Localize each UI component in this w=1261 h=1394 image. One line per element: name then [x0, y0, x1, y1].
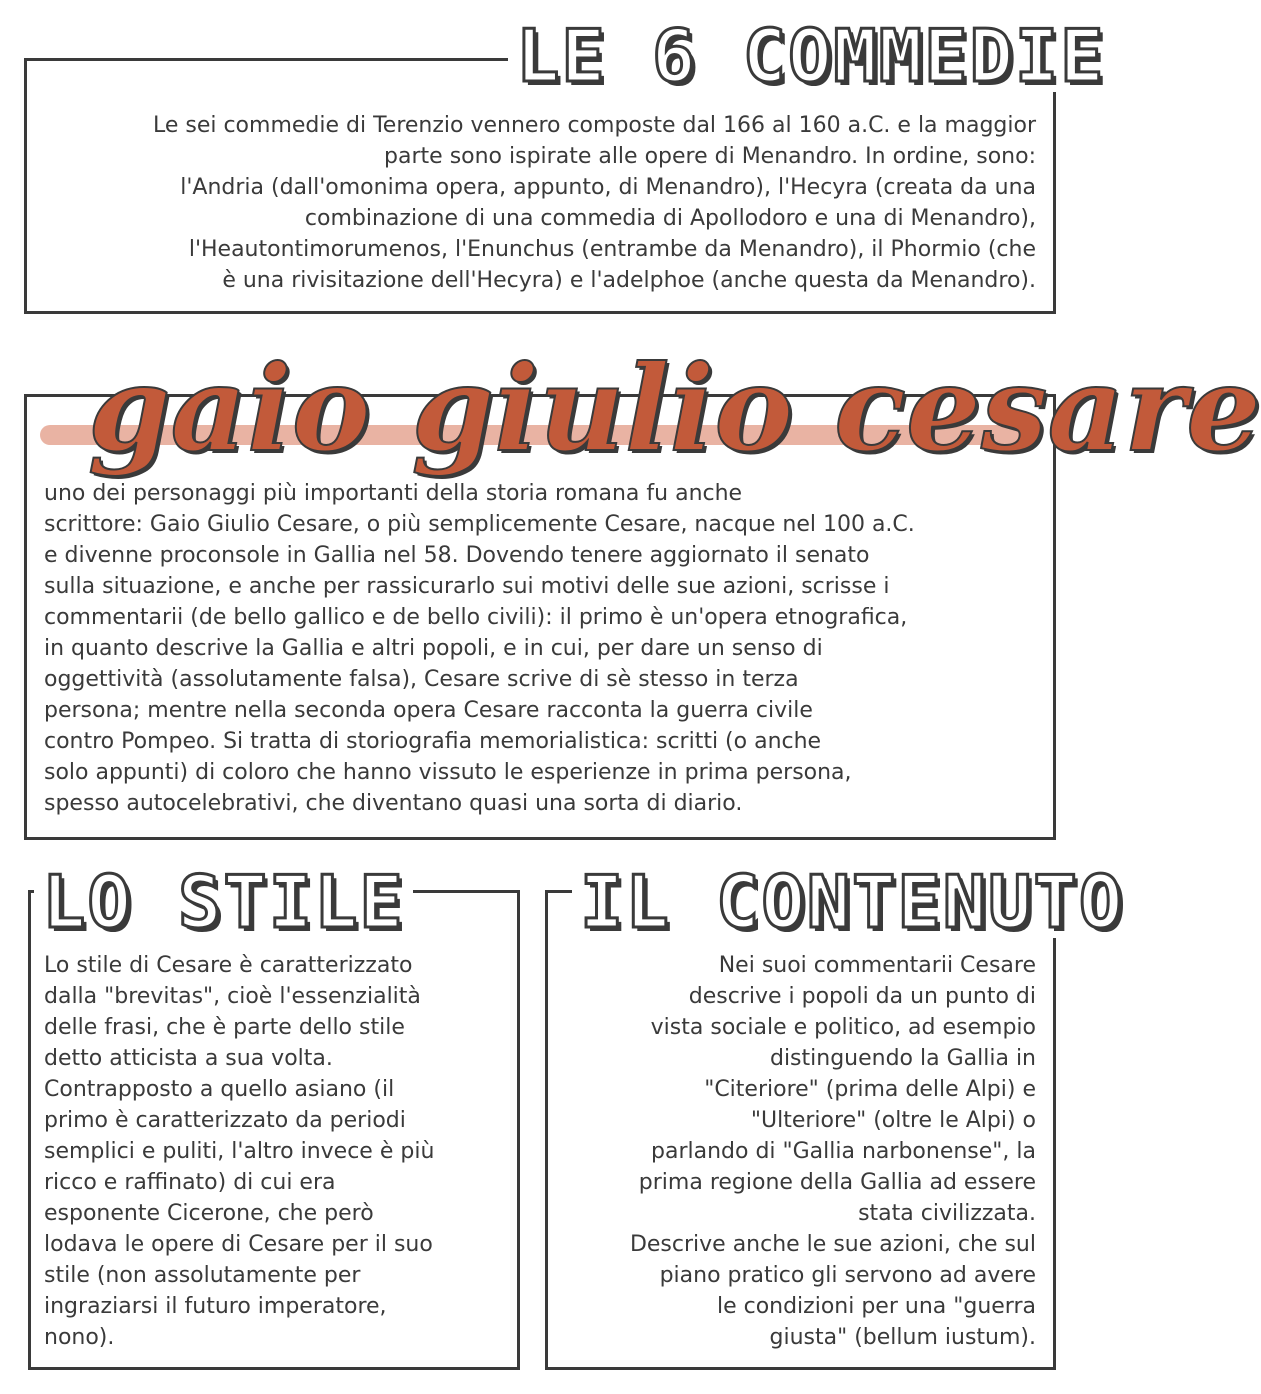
- contenuto-line: le condizioni per una "guerra: [716, 1294, 1036, 1319]
- commedie-line: l'Andria (dall'omonima opera, appunto, di Menandro), l'Hecyra (creata da una: [180, 175, 1036, 200]
- cesare-line: uno dei personaggi più importanti della storia romana fu anche: [44, 481, 743, 506]
- cesare-title: gaio giulio cesare: [88, 339, 1261, 478]
- stile-line: Contrapposto a quello asiano (il: [44, 1077, 395, 1102]
- contenuto-line: "Citeriore" (prima delle Alpi) e: [704, 1077, 1036, 1102]
- stile-line: semplici e puliti, l'altro invece è più: [44, 1139, 435, 1164]
- commedie-text: [40, 110, 1036, 296]
- stile-line: ricco e raffinato) di cui era: [44, 1170, 336, 1195]
- contenuto-text: [560, 950, 1036, 1353]
- contenuto-line: "Ulteriore" (oltre le Alpi) o: [750, 1108, 1036, 1133]
- cesare-line: oggettività (assolutamente falsa), Cesare scrive di sè stesso in terza: [44, 667, 799, 692]
- stile-title: LO STILE: [34, 866, 413, 938]
- cesare-line: contro Pompeo. Si tratta di storiografia memorialistica: scritti (o anche: [44, 729, 822, 754]
- stile-line: detto atticista a sua volta.: [44, 1046, 333, 1071]
- stile-text: [44, 950, 512, 1353]
- contenuto-line: parlando di "Gallia narbonense", la: [651, 1139, 1036, 1164]
- commedie-line: è una rivisitazione dell'Hecyra) e l'adelphoe (anche questa da Menandro).: [222, 268, 1036, 293]
- cesare-line: scrittore: Gaio Giulio Cesare, o più semplicemente Cesare, nacque nel 100 a.C.: [44, 512, 915, 537]
- commedie-line: l'Heautontimorumenos, l'Enunchus (entrambe da Menandro), il Phormio (che: [188, 237, 1036, 262]
- contenuto-line: descrive i popoli da un punto di: [688, 984, 1036, 1009]
- contenuto-line: Descrive anche le sue azioni, che sul: [629, 1232, 1036, 1257]
- contenuto-line: distinguendo la Gallia in: [769, 1046, 1036, 1071]
- cesare-line: commentarii (de bello gallico e de bello civili): il primo è un'opera etnografica,: [44, 605, 908, 630]
- contenuto-line: stata civilizzata.: [858, 1201, 1036, 1226]
- cesare-line: persona; mentre nella seconda opera Cesare racconta la guerra civile: [44, 698, 813, 723]
- stile-line: dalla "brevitas", cioè l'essenzialità: [44, 984, 421, 1009]
- cesare-line: spesso autocelebrativi, che diventano quasi una sorta di diario.: [44, 791, 743, 816]
- contenuto-line: Nei suoi commentarii Cesare: [718, 953, 1036, 978]
- commedie-line: parte sono ispirate alle opere di Menandro. In ordine, sono:: [384, 144, 1036, 169]
- commedie-line: Le sei commedie di Terenzio vennero composte dal 166 al 160 a.C. e la maggior: [152, 113, 1036, 138]
- commedie-title: LE 6 COMMEDIE: [508, 20, 1114, 92]
- commedie-line: combinazione di una commedia di Apollodoro e una di Menandro),: [304, 206, 1036, 231]
- cesare-line: solo appunti) di coloro che hanno vissuto le esperienze in prima persona,: [44, 760, 852, 785]
- stile-line: ingraziarsi il futuro imperatore,: [44, 1294, 387, 1319]
- contenuto-line: piano pratico gli servono ad avere: [659, 1263, 1036, 1288]
- stile-line: primo è caratterizzato da periodi: [44, 1108, 406, 1133]
- stile-line: delle frasi, che è parte dello stile: [44, 1015, 405, 1040]
- stile-line: lodava le opere di Cesare per il suo: [44, 1232, 433, 1257]
- contenuto-line: prima regione della Gallia ad essere: [638, 1170, 1036, 1195]
- cesare-line: sulla situazione, e anche per rassicurarlo sui motivi delle sue azioni, scrisse i: [44, 574, 890, 599]
- stile-line: stile (non assolutamente per: [44, 1263, 361, 1288]
- stile-line: esponente Cicerone, che però: [44, 1201, 374, 1226]
- contenuto-line: vista sociale e politico, ad esempio: [650, 1015, 1036, 1040]
- stile-line: nono).: [44, 1325, 115, 1350]
- cesare-line: e divenne proconsole in Gallia nel 58. Dovendo tenere aggiornato il senato: [44, 543, 870, 568]
- cesare-line: in quanto descrive la Gallia e altri popoli, e in cui, per dare un senso di: [44, 636, 823, 661]
- contenuto-line: giusta" (bellum iustum).: [769, 1325, 1036, 1350]
- cesare-text: [44, 478, 1044, 819]
- contenuto-title: IL CONTENUTO: [572, 866, 1132, 938]
- stile-line: Lo stile di Cesare è caratterizzato: [44, 953, 413, 978]
